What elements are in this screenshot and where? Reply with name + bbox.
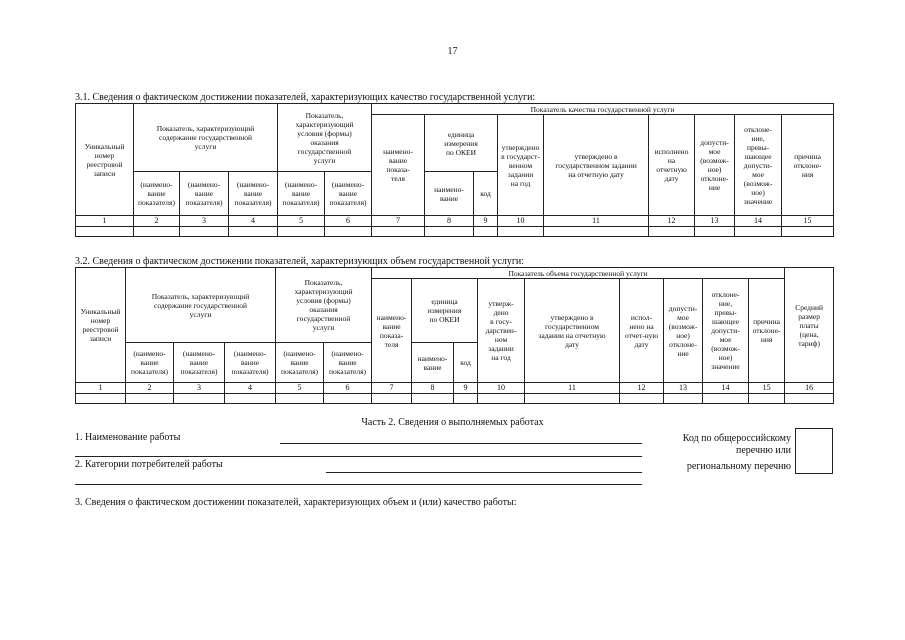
registry-code-box[interactable] [795,428,833,474]
column-number: 6 [325,216,372,227]
column-number: 16 [785,383,834,394]
header-average-fee: Средний размер платы (цена, тариф) [785,268,834,383]
column-number: 9 [474,216,498,227]
header-excess-deviation: отклоне- ние, превы- шающее допусти- мое (возмож- ное) значение [703,279,749,383]
header-unit-code: код [474,172,498,216]
work-name-label: 1. Наименование работы [75,432,181,443]
empty-cell[interactable] [276,394,324,404]
code-label-line1: Код по общероссийскому [682,433,791,444]
column-number: 1 [76,216,134,227]
column-number: 10 [478,383,525,394]
section-3-1-title: 3.1. Сведения о фактическом достижении показателей, характеризующих качество государственной услуги: [75,92,536,103]
table-row [76,227,834,237]
header-deviation-reason: причина отклоне- ния [782,115,834,216]
empty-cell[interactable] [372,394,412,404]
header-approved-date: утверждено в государственном задании на отчетную дату [544,115,649,216]
volume-table [75,267,834,404]
page-number: 17 [447,46,458,57]
header-unique-number: Уникальный номер реестровой записи [76,104,134,216]
column-number: 15 [749,383,785,394]
header-executed: исполнено на отчетную дату [649,115,695,216]
header-sub-indicator: (наимено- вание показателя) [174,343,225,383]
header-sub-indicator: (наимено- вание показателя) [229,172,278,216]
empty-cell[interactable] [126,394,174,404]
header-unique-number: Уникальный номер реестровой записи [76,268,126,383]
empty-cell[interactable] [544,227,649,237]
column-number: 15 [782,216,834,227]
column-number: 10 [498,216,544,227]
section-3-2-title: 3.2. Сведения о фактическом достижении показателей, характеризующих объем государственной услуги: [75,256,525,267]
header-unit-name: наимено- вание [425,172,474,216]
empty-cell[interactable] [620,394,664,404]
empty-cell[interactable] [180,227,229,237]
header-excess-deviation: отклоне- ние, превы- шающее допусти- мое (возмож- ное) значение [735,115,782,216]
empty-cell[interactable] [324,394,372,404]
quality-table [75,103,834,237]
header-unit-name: наимено- вание [412,343,454,383]
header-sub-indicator: (наимено- вание показателя) [276,343,324,383]
empty-cell[interactable] [525,394,620,404]
header-approved-date: утверждено в государственном задании на отчетную дату [525,279,620,383]
column-number: 6 [324,383,372,394]
column-number: 5 [278,216,325,227]
column-number: 8 [425,216,474,227]
header-sub-indicator: (наимено- вание показателя) [325,172,372,216]
empty-cell[interactable] [749,394,785,404]
column-number: 7 [372,383,412,394]
empty-cell[interactable] [785,394,834,404]
column-number: 14 [735,216,782,227]
column-number: 2 [126,383,174,394]
header-executed: испол- нено на отчет-ную дату [620,279,664,383]
column-number: 3 [174,383,225,394]
header-unit-okei: единица измерения по ОКЕИ [412,279,478,343]
code-label-line2: перечню или [735,445,791,456]
column-number: 7 [372,216,425,227]
header-allowed-deviation: допусти- мое (возмож- ное) отклоне- ние [664,279,703,383]
header-approved-year: утверждено в государст- венном задании на год [498,115,544,216]
empty-cell[interactable] [76,227,134,237]
column-number: 12 [649,216,695,227]
empty-cell[interactable] [425,227,474,237]
column-number: 5 [276,383,324,394]
column-number: 11 [525,383,620,394]
header-conditions-indicator: Показатель, характеризующий условия (формы) оказания государственной услуги [278,104,372,172]
header-sub-indicator: (наимено- вание показателя) [225,343,276,383]
empty-cell[interactable] [782,227,834,237]
header-sub-indicator: (наимено- вание показателя) [134,172,180,216]
column-number: 13 [695,216,735,227]
column-number: 8 [412,383,454,394]
header-allowed-deviation: допусти- мое (возмож- ное) отклоне- ние [695,115,735,216]
header-conditions-indicator: Показатель, характеризующий условия (формы) оказания государственной услуги [276,268,372,343]
empty-cell[interactable] [735,227,782,237]
header-approved-year: утверж- дено в госу- дарствен- ном задании на год [478,279,525,383]
header-content-indicator: Показатель, характеризующий содержание государственной услуги [134,104,278,172]
header-sub-indicator: (наимено- вание показателя) [324,343,372,383]
column-number: 9 [454,383,478,394]
code-label-line3: региональному перечню [686,461,791,472]
header-sub-indicator: (наимено- вание показателя) [278,172,325,216]
work-indicators-title: 3. Сведения о фактическом достижении показателей, характеризующих объем и (или) качество работы: [75,497,517,508]
header-sub-indicator: (наимено- вание показателя) [126,343,174,383]
header-content-indicator: Показатель, характеризующий содержание государственной услуги [126,268,276,343]
column-number: 1 [76,383,126,394]
empty-cell[interactable] [454,394,478,404]
empty-cell[interactable] [498,227,544,237]
empty-cell[interactable] [225,394,276,404]
work-name-line-2[interactable] [75,456,642,457]
header-indicator-name: наимено- вание показа- теля [372,115,425,216]
empty-cell[interactable] [325,227,372,237]
header-unit-code: код [454,343,478,383]
empty-cell[interactable] [372,227,425,237]
empty-cell[interactable] [695,227,735,237]
consumer-category-label: 2. Категории потребителей работы [75,459,223,470]
work-name-line[interactable] [280,443,642,444]
table-row [76,394,834,404]
empty-cell[interactable] [76,394,126,404]
header-unit-okei: единица измерения по ОКЕИ [425,115,498,172]
part-2-title: Часть 2. Сведения о выполняемых работах [361,417,544,428]
empty-cell[interactable] [229,227,278,237]
column-number: 13 [664,383,703,394]
header-quality-group: Показатель качества государственной услуги [372,104,834,115]
header-deviation-reason: причина отклоне- ния [749,279,785,383]
empty-cell[interactable] [478,394,525,404]
empty-cell[interactable] [278,227,325,237]
header-sub-indicator: (наимено- вание показателя) [180,172,229,216]
empty-cell[interactable] [412,394,454,404]
column-number: 12 [620,383,664,394]
header-volume-group: Показатель объема государственной услуги [372,268,785,279]
empty-cell[interactable] [474,227,498,237]
column-number: 4 [229,216,278,227]
column-number: 14 [703,383,749,394]
column-number: 4 [225,383,276,394]
empty-cell[interactable] [174,394,225,404]
column-number: 11 [544,216,649,227]
consumer-category-line[interactable] [326,472,642,473]
column-number: 3 [180,216,229,227]
column-number: 2 [134,216,180,227]
empty-cell[interactable] [703,394,749,404]
empty-cell[interactable] [134,227,180,237]
empty-cell[interactable] [649,227,695,237]
header-indicator-name: наимено- вание показа- теля [372,279,412,383]
empty-cell[interactable] [664,394,703,404]
consumer-category-line-2[interactable] [75,484,642,485]
